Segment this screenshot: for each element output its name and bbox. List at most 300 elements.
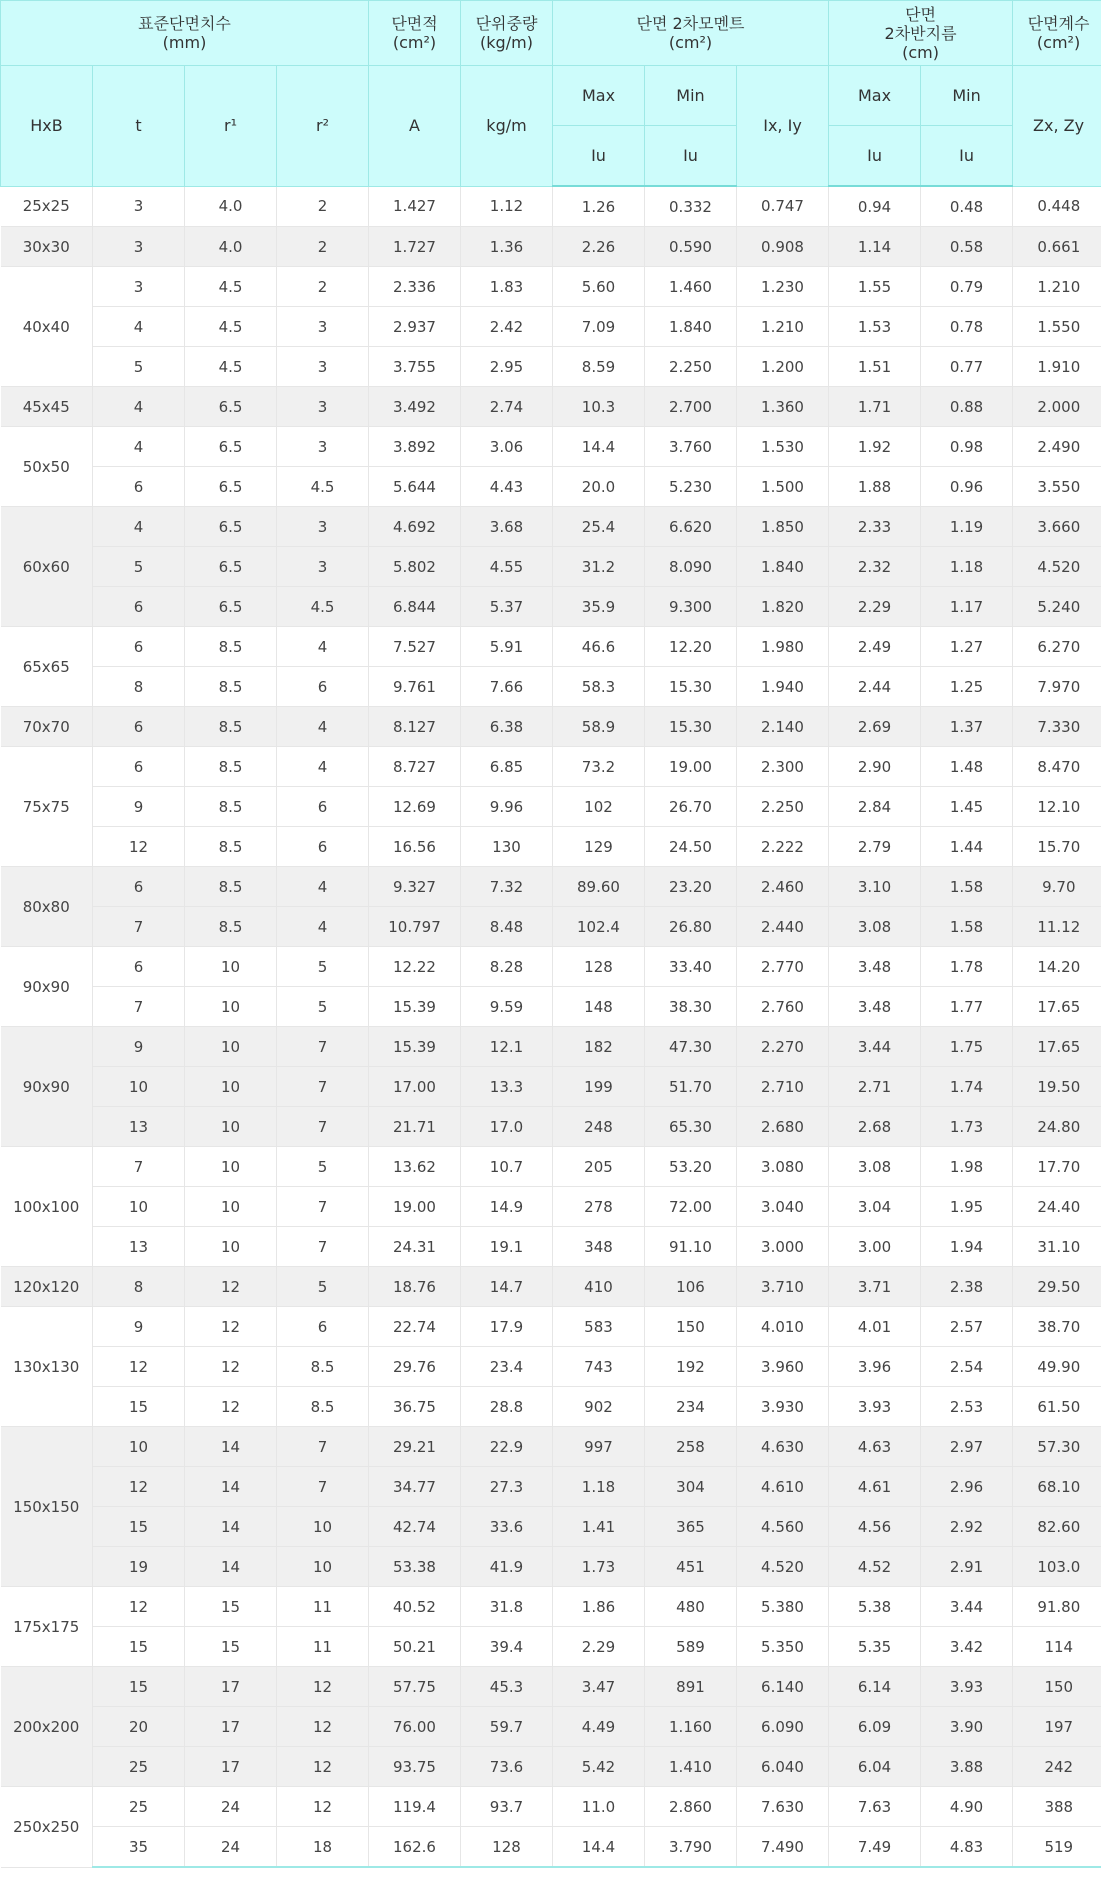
table-cell: 6: [277, 1307, 369, 1347]
table-cell: 1.75: [921, 1027, 1013, 1067]
table-cell: 93.7: [461, 1787, 553, 1827]
table-cell: 3.00: [829, 1227, 921, 1267]
size-cell: 30x30: [1, 227, 93, 267]
table-cell: 6.040: [737, 1747, 829, 1787]
table-cell: 7.66: [461, 667, 553, 707]
table-cell: 304: [645, 1467, 737, 1507]
table-cell: 1.74: [921, 1067, 1013, 1107]
table-cell: 12.20: [645, 627, 737, 667]
table-cell: 2.440: [737, 907, 829, 947]
table-cell: 13: [93, 1107, 185, 1147]
table-cell: 3.90: [921, 1707, 1013, 1747]
size-cell: 250x250: [1, 1787, 93, 1868]
table-cell: 10: [93, 1187, 185, 1227]
table-cell: 2.222: [737, 827, 829, 867]
table-cell: 5.380: [737, 1587, 829, 1627]
table-cell: 91.80: [1013, 1587, 1101, 1627]
table-cell: 9: [93, 1307, 185, 1347]
table-cell: 36.75: [369, 1387, 461, 1427]
table-cell: 6.09: [829, 1707, 921, 1747]
table-cell: 12: [93, 1587, 185, 1627]
table-cell: 68.10: [1013, 1467, 1101, 1507]
table-cell: 3.080: [737, 1147, 829, 1187]
table-cell: 3.44: [829, 1027, 921, 1067]
table-cell: 1.360: [737, 387, 829, 427]
table-cell: 197: [1013, 1707, 1101, 1747]
table-cell: 1.460: [645, 267, 737, 307]
table-cell: 6: [277, 667, 369, 707]
table-cell: 7: [277, 1187, 369, 1227]
table-cell: 18.76: [369, 1267, 461, 1307]
table-cell: 0.48: [921, 186, 1013, 227]
table-cell: 130: [461, 827, 553, 867]
table-cell: 0.96: [921, 467, 1013, 507]
header-col-a: A: [369, 66, 461, 187]
header-row-top: [1, 1, 1101, 66]
table-cell: 388: [1013, 1787, 1101, 1827]
table-cell: 1.44: [921, 827, 1013, 867]
table-cell: 5: [277, 987, 369, 1027]
table-cell: 17: [185, 1667, 277, 1707]
table-cell: 12: [277, 1787, 369, 1827]
table-cell: 10: [185, 1107, 277, 1147]
table-cell: 2.710: [737, 1067, 829, 1107]
table-cell: 12.10: [1013, 787, 1101, 827]
table-row: [1, 267, 1101, 307]
table-cell: 5.802: [369, 547, 461, 587]
table-cell: 6.620: [645, 507, 737, 547]
table-cell: 5.644: [369, 467, 461, 507]
table-cell: 26.80: [645, 907, 737, 947]
table-cell: 15.39: [369, 987, 461, 1027]
table-cell: 6.14: [829, 1667, 921, 1707]
table-cell: 1.86: [553, 1587, 645, 1627]
table-cell: 4.560: [737, 1507, 829, 1547]
table-cell: 3.68: [461, 507, 553, 547]
table-cell: 8: [93, 667, 185, 707]
table-cell: 9.761: [369, 667, 461, 707]
table-cell: 2.69: [829, 707, 921, 747]
table-cell: 1.26: [553, 186, 645, 227]
table-cell: 1.210: [737, 307, 829, 347]
table-cell: 1.45: [921, 787, 1013, 827]
table-cell: 91.10: [645, 1227, 737, 1267]
table-cell: 72.00: [645, 1187, 737, 1227]
table-cell: 6.04: [829, 1747, 921, 1787]
table-cell: 19: [93, 1547, 185, 1587]
header-moment-label: 단면 2차모멘트: [636, 14, 745, 33]
table-cell: 3.960: [737, 1347, 829, 1387]
table-cell: 4.520: [737, 1547, 829, 1587]
table-cell: 2.33: [829, 507, 921, 547]
table-cell: 4.5: [185, 307, 277, 347]
table-cell: 6.85: [461, 747, 553, 787]
header-area-unit: (cm²): [392, 33, 437, 52]
table-cell: 31.8: [461, 1587, 553, 1627]
table-cell: 17: [185, 1747, 277, 1787]
table-cell: 234: [645, 1387, 737, 1427]
table-cell: 451: [645, 1547, 737, 1587]
table-cell: 3: [93, 267, 185, 307]
table-cell: 5.35: [829, 1627, 921, 1667]
table-cell: 35: [93, 1827, 185, 1868]
table-cell: 2.49: [829, 627, 921, 667]
table-cell: 1.410: [645, 1747, 737, 1787]
header-radius-label-1: 단면: [905, 4, 936, 24]
table-cell: 4.49: [553, 1707, 645, 1747]
table-cell: 5.230: [645, 467, 737, 507]
header-col-radius-max: Max: [829, 66, 921, 126]
table-cell: 8.5: [185, 627, 277, 667]
table-cell: 8.5: [185, 827, 277, 867]
table-cell: 1.18: [921, 547, 1013, 587]
table-cell: 10: [93, 1067, 185, 1107]
table-cell: 15: [185, 1587, 277, 1627]
table-cell: 20: [93, 1707, 185, 1747]
table-cell: 8.5: [185, 907, 277, 947]
table-cell: 23.20: [645, 867, 737, 907]
header-modulus: [1013, 1, 1101, 66]
table-cell: 4.56: [829, 1507, 921, 1547]
table-cell: 2.460: [737, 867, 829, 907]
size-cell: 45x45: [1, 387, 93, 427]
table-cell: 59.7: [461, 1707, 553, 1747]
table-cell: 1.41: [553, 1507, 645, 1547]
header-moment: [553, 1, 829, 66]
table-cell: 25: [93, 1747, 185, 1787]
table-cell: 0.590: [645, 227, 737, 267]
table-cell: 2.71: [829, 1067, 921, 1107]
table-cell: 4: [93, 307, 185, 347]
table-row: [1, 1587, 1101, 1627]
table-cell: 278: [553, 1187, 645, 1227]
table-cell: 7: [93, 1147, 185, 1187]
table-cell: 258: [645, 1427, 737, 1467]
table-cell: 12: [185, 1387, 277, 1427]
table-cell: 4: [277, 747, 369, 787]
table-cell: 9.59: [461, 987, 553, 1027]
table-cell: 12: [277, 1747, 369, 1787]
table-cell: 10: [185, 1027, 277, 1067]
table-cell: 2.44: [829, 667, 921, 707]
table-body: [1, 186, 1101, 1867]
size-cell: 80x80: [1, 867, 93, 947]
table-row: [1, 1347, 1101, 1387]
table-row: [1, 1387, 1101, 1427]
table-cell: 7: [277, 1227, 369, 1267]
table-cell: 997: [553, 1427, 645, 1467]
header-col-hxb: HxB: [1, 66, 93, 187]
table-cell: 1.53: [829, 307, 921, 347]
table-cell: 4.5: [185, 267, 277, 307]
table-cell: 2.97: [921, 1427, 1013, 1467]
table-cell: 4: [277, 907, 369, 947]
table-cell: 10: [185, 1227, 277, 1267]
table-cell: 4.55: [461, 547, 553, 587]
table-cell: 28.8: [461, 1387, 553, 1427]
table-cell: 365: [645, 1507, 737, 1547]
table-cell: 902: [553, 1387, 645, 1427]
table-cell: 5.38: [829, 1587, 921, 1627]
table-cell: 3: [93, 186, 185, 227]
table-cell: 1.58: [921, 907, 1013, 947]
table-cell: 4.520: [1013, 547, 1101, 587]
table-cell: 10: [185, 1187, 277, 1227]
table-cell: 16.56: [369, 827, 461, 867]
table-cell: 1.36: [461, 227, 553, 267]
table-cell: 20.0: [553, 467, 645, 507]
table-cell: 3: [277, 507, 369, 547]
table-cell: 102.4: [553, 907, 645, 947]
table-cell: 18: [277, 1827, 369, 1868]
table-cell: 114: [1013, 1627, 1101, 1667]
table-cell: 1.78: [921, 947, 1013, 987]
table-cell: 0.94: [829, 186, 921, 227]
table-cell: 2.84: [829, 787, 921, 827]
table-cell: 4.0: [185, 186, 277, 227]
table-cell: 3.040: [737, 1187, 829, 1227]
table-cell: 1.850: [737, 507, 829, 547]
table-cell: 6.844: [369, 587, 461, 627]
table-cell: 4: [277, 867, 369, 907]
table-cell: 4.692: [369, 507, 461, 547]
table-cell: 1.95: [921, 1187, 1013, 1227]
table-cell: 2.336: [369, 267, 461, 307]
table-cell: 4.5: [277, 587, 369, 627]
table-cell: 1.14: [829, 227, 921, 267]
table-cell: 2.29: [553, 1627, 645, 1667]
table-cell: 3.88: [921, 1747, 1013, 1787]
table-cell: 21.71: [369, 1107, 461, 1147]
table-cell: 0.661: [1013, 227, 1101, 267]
table-cell: 23.4: [461, 1347, 553, 1387]
table-cell: 12: [185, 1307, 277, 1347]
table-cell: 17.9: [461, 1307, 553, 1347]
table-cell: 148: [553, 987, 645, 1027]
table-cell: 73.6: [461, 1747, 553, 1787]
table-cell: 5.42: [553, 1747, 645, 1787]
table-cell: 46.6: [553, 627, 645, 667]
header-unit-weight-label: 단위중량: [475, 14, 538, 33]
table-cell: 33.40: [645, 947, 737, 987]
table-cell: 51.70: [645, 1067, 737, 1107]
table-cell: 15.30: [645, 707, 737, 747]
table-cell: 3.71: [829, 1267, 921, 1307]
table-cell: 11: [277, 1627, 369, 1667]
table-cell: 8.5: [277, 1387, 369, 1427]
table-row: [1, 627, 1101, 667]
table-cell: 242: [1013, 1747, 1101, 1787]
table-cell: 65.30: [645, 1107, 737, 1147]
table-cell: 1.37: [921, 707, 1013, 747]
table-cell: 2.937: [369, 307, 461, 347]
table-cell: 0.79: [921, 267, 1013, 307]
table-cell: 1.77: [921, 987, 1013, 1027]
table-cell: 1.160: [645, 1707, 737, 1747]
table-row: [1, 1787, 1101, 1827]
size-cell: 65x65: [1, 627, 93, 707]
table-cell: 8.127: [369, 707, 461, 747]
table-cell: 1.27: [921, 627, 1013, 667]
table-cell: 14.7: [461, 1267, 553, 1307]
table-cell: 2.38: [921, 1267, 1013, 1307]
table-cell: 53.20: [645, 1147, 737, 1187]
table-cell: 1.980: [737, 627, 829, 667]
table-cell: 9.327: [369, 867, 461, 907]
table-cell: 7.32: [461, 867, 553, 907]
table-cell: 3: [277, 547, 369, 587]
table-cell: 15: [185, 1627, 277, 1667]
table-cell: 8.5: [185, 667, 277, 707]
table-cell: 89.60: [553, 867, 645, 907]
table-cell: 19.50: [1013, 1067, 1101, 1107]
table-cell: 0.88: [921, 387, 1013, 427]
table-cell: 102: [553, 787, 645, 827]
table-cell: 2.140: [737, 707, 829, 747]
table-row: [1, 667, 1101, 707]
table-cell: 14.20: [1013, 947, 1101, 987]
table-cell: 17.0: [461, 1107, 553, 1147]
table-cell: 3.760: [645, 427, 737, 467]
table-cell: 14.4: [553, 427, 645, 467]
table-cell: 12: [93, 827, 185, 867]
table-cell: 4.83: [921, 1827, 1013, 1868]
table-row: [1, 227, 1101, 267]
table-cell: 6.5: [185, 507, 277, 547]
table-cell: 10: [93, 1427, 185, 1467]
table-cell: 3.492: [369, 387, 461, 427]
table-cell: 8.5: [185, 707, 277, 747]
table-cell: 6: [93, 467, 185, 507]
header-area-label: 단면적: [391, 14, 438, 33]
table-cell: 6.5: [185, 587, 277, 627]
table-cell: 0.448: [1013, 186, 1101, 227]
table-cell: 15.39: [369, 1027, 461, 1067]
table-cell: 26.70: [645, 787, 737, 827]
table-cell: 1.48: [921, 747, 1013, 787]
table-row: [1, 1227, 1101, 1267]
table-cell: 182: [553, 1027, 645, 1067]
table-cell: 53.38: [369, 1547, 461, 1587]
table-cell: 2.760: [737, 987, 829, 1027]
table-cell: 1.58: [921, 867, 1013, 907]
table-cell: 6.5: [185, 427, 277, 467]
header-unit-weight-unit: (kg/m): [480, 33, 533, 52]
header-col-moment-max: Max: [553, 66, 645, 126]
table-cell: 7: [277, 1427, 369, 1467]
table-cell: 519: [1013, 1827, 1101, 1868]
table-cell: 1.210: [1013, 267, 1101, 307]
table-cell: 3.000: [737, 1227, 829, 1267]
table-cell: 3: [277, 387, 369, 427]
table-cell: 6.5: [185, 547, 277, 587]
table-cell: 5: [277, 1267, 369, 1307]
table-cell: 22.9: [461, 1427, 553, 1467]
table-row: [1, 1027, 1101, 1067]
table-cell: 11.12: [1013, 907, 1101, 947]
table-cell: 6: [277, 827, 369, 867]
table-cell: 128: [553, 947, 645, 987]
table-cell: 14: [185, 1467, 277, 1507]
table-cell: 1.83: [461, 267, 553, 307]
header-radius: [829, 1, 1013, 66]
header-col-moment-min: Min: [645, 66, 737, 126]
table-cell: 1.94: [921, 1227, 1013, 1267]
table-cell: 6: [93, 707, 185, 747]
table-cell: 1.200: [737, 347, 829, 387]
table-cell: 0.78: [921, 307, 1013, 347]
table-cell: 2.74: [461, 387, 553, 427]
table-row: [1, 707, 1101, 747]
table-cell: 11.0: [553, 1787, 645, 1827]
table-cell: 2.680: [737, 1107, 829, 1147]
table-cell: 17.00: [369, 1067, 461, 1107]
header-area: [369, 1, 461, 66]
table-cell: 12: [93, 1347, 185, 1387]
table-cell: 10: [277, 1547, 369, 1587]
header-modulus-unit: (cm²): [1036, 33, 1081, 52]
table-cell: 7: [277, 1067, 369, 1107]
table-row: [1, 1707, 1101, 1747]
table-cell: 6: [93, 947, 185, 987]
size-cell: 100x100: [1, 1147, 93, 1267]
table-cell: 1.73: [553, 1547, 645, 1587]
table-cell: 4.52: [829, 1547, 921, 1587]
table-row: [1, 307, 1101, 347]
table-cell: 248: [553, 1107, 645, 1147]
table-cell: 4.01: [829, 1307, 921, 1347]
table-cell: 1.840: [645, 307, 737, 347]
table-cell: 5.91: [461, 627, 553, 667]
table-row: [1, 1667, 1101, 1707]
table-cell: 6.270: [1013, 627, 1101, 667]
table-row: [1, 827, 1101, 867]
table-cell: 17: [185, 1707, 277, 1747]
table-cell: 1.71: [829, 387, 921, 427]
table-cell: 38.70: [1013, 1307, 1101, 1347]
table-cell: 6: [277, 787, 369, 827]
table-cell: 39.4: [461, 1627, 553, 1667]
table-cell: 15.70: [1013, 827, 1101, 867]
table-cell: 3.790: [645, 1827, 737, 1868]
table-cell: 2.860: [645, 1787, 737, 1827]
table-cell: 8.5: [277, 1347, 369, 1387]
table-cell: 4.010: [737, 1307, 829, 1347]
table-cell: 6.5: [185, 387, 277, 427]
table-cell: 2.95: [461, 347, 553, 387]
table-cell: 29.21: [369, 1427, 461, 1467]
table-cell: 1.25: [921, 667, 1013, 707]
table-row: [1, 427, 1101, 467]
table-cell: 58.9: [553, 707, 645, 747]
table-cell: 348: [553, 1227, 645, 1267]
table-cell: 103.0: [1013, 1547, 1101, 1587]
table-cell: 8.5: [185, 747, 277, 787]
table-cell: 10: [185, 1147, 277, 1187]
table-cell: 1.19: [921, 507, 1013, 547]
table-cell: 1.88: [829, 467, 921, 507]
table-cell: 76.00: [369, 1707, 461, 1747]
table-cell: 7.630: [737, 1787, 829, 1827]
table-row: [1, 186, 1101, 227]
table-row: [1, 1267, 1101, 1307]
table-cell: 50.21: [369, 1627, 461, 1667]
table-cell: 4: [93, 427, 185, 467]
size-cell: 75x75: [1, 747, 93, 867]
table-cell: 4.63: [829, 1427, 921, 1467]
table-cell: 4.630: [737, 1427, 829, 1467]
header-modulus-label: 단면계수: [1027, 14, 1090, 33]
